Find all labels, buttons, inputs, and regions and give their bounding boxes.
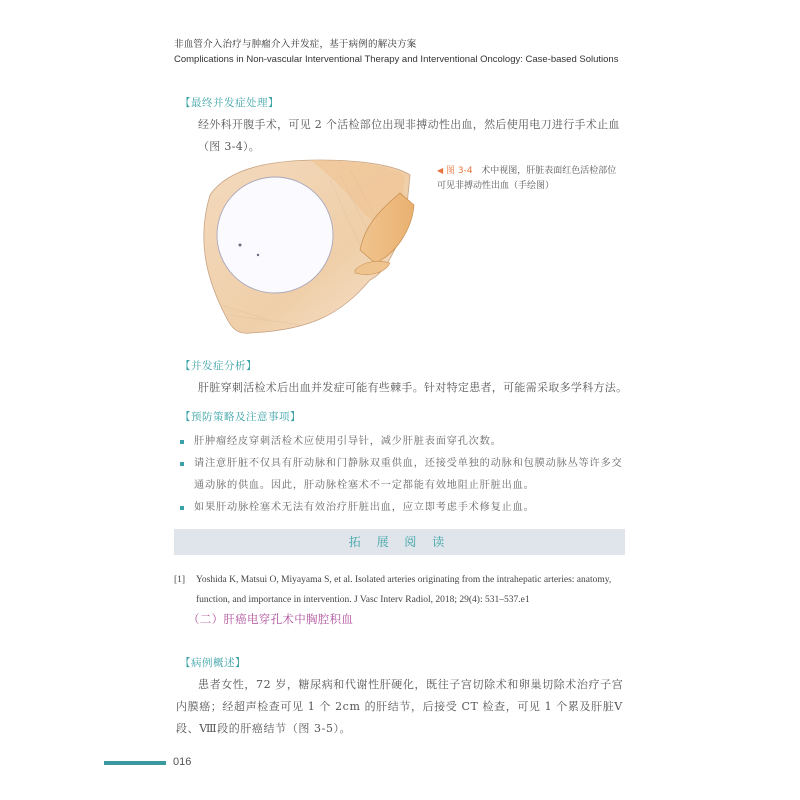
prevention-list: [178, 431, 628, 519]
bullet-icon: [180, 506, 184, 510]
list-item: 肝肿瘤经皮穿刺活检术应使用引导针，减少肝脏表面穿孔次数。: [178, 431, 628, 453]
bullet-icon: [180, 440, 184, 444]
footer-accent-bar: [104, 761, 166, 765]
figure-caption-text: 术中视图，肝脏表面红色活检部位可见非搏动性出血（手绘图）: [437, 166, 617, 191]
list-item: 请注意肝脏不仅具有肝动脉和门静脉双重供血，还接受单独的动脉和包膜动脉丛等许多交通动脉的供血。因此，肝动脉栓塞术不一定都能有效地阻止肝脏出血。: [178, 453, 628, 497]
extended-reading-title: 拓 展 阅 读: [348, 535, 451, 549]
case-subheading: （二）肝癌电穿孔术中胸腔积血: [188, 612, 354, 626]
section-heading-final-treatment: 【最终并发症处理】: [180, 97, 279, 109]
section-heading-case-overview: 【病例概述】: [180, 657, 246, 669]
reference-item: [174, 570, 629, 610]
reference-number: [1]: [174, 575, 186, 585]
caption-arrow-icon: ◀: [437, 166, 444, 175]
running-head: [174, 36, 618, 65]
figure-label: 图 3-4: [446, 166, 473, 176]
reference-text: Yoshida K, Matsui O, Miyayama S, et al. Isolated arteries originating from the intrahepatic arteries: anatomy, function, and importance in intervention. J Vasc Interv Radiol, 2018; 29(4): 531–537.e1: [196, 575, 612, 605]
liver-drawing-icon: [190, 155, 415, 340]
extended-reading-banner: [174, 529, 625, 555]
paragraph-analysis: 肝脏穿刺活检术后出血并发症可能有些棘手。针对特定患者，可能需采取多学科方法。: [198, 381, 628, 394]
list-item: 如果肝动脉栓塞术无法有效治疗肝脏出血，应立即考虑手术修复止血。: [178, 497, 628, 519]
page-number: 016: [173, 756, 192, 768]
running-head-title-en: Complications in Non-vascular Interventional Therapy and Interventional Oncology: Case-based Solutions: [174, 54, 619, 65]
bullet-icon: [180, 462, 184, 466]
figure-liver-illustration: [190, 155, 415, 340]
section-heading-prevention: 【预防策略及注意事项】: [180, 411, 301, 423]
figure-caption: [437, 163, 617, 194]
section-heading-analysis: 【并发症分析】: [180, 360, 257, 372]
running-head-title-cn: 非血管介入治疗与肿瘤介入并发症，基于病例的解决方案: [174, 39, 417, 50]
paragraph-final-treatment: 经外科开腹手术，可见 2 个活检部位出现非搏动性出血，然后使用电刀进行手术止血（图 3-4）。: [198, 118, 620, 153]
paragraph-case-overview: 患者女性，72 岁，糖尿病和代谢性肝硬化，既往子宫切除术和卵巢切除术治疗子宫内膜癌；经超声检查可见 1 个 2cm 的肝结节，后接受 CT 检查，可见 1 个累及肝脏Ⅴ段、Ⅷ段的肝癌结节（图 3-5）。: [176, 678, 624, 735]
